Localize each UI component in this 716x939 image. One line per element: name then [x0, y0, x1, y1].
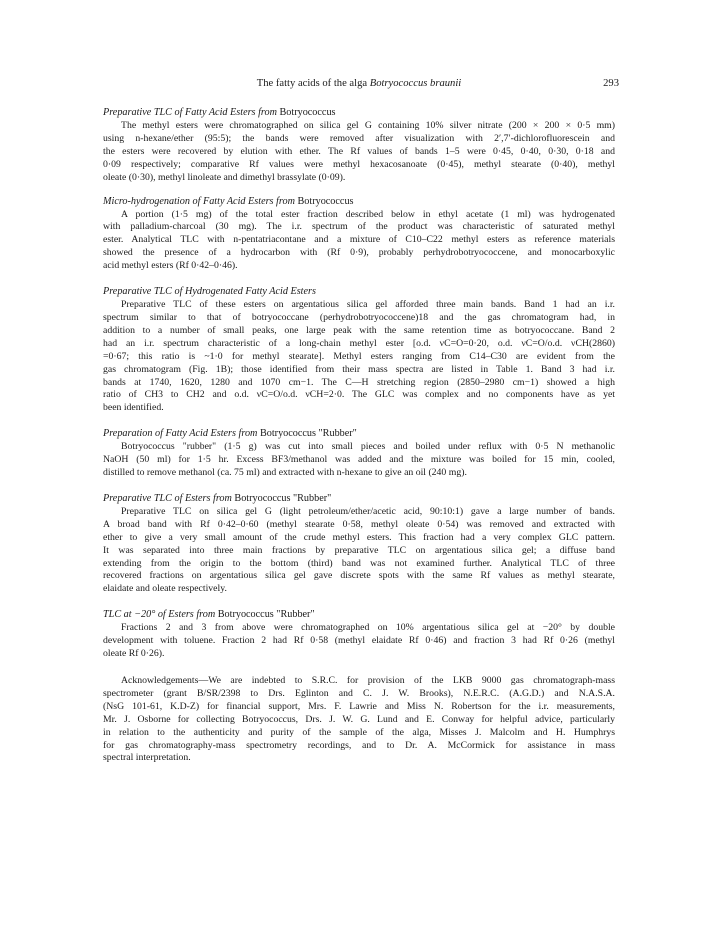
heading-upright: Botryococcus [279, 107, 336, 118]
running-title [103, 78, 615, 89]
paragraph-line: the esters were recovered by elution with ether. The Rf values of bands 1–5 were 0·45, 0·40, 0·30, 0·18 and [103, 145, 615, 157]
page-number: 293 [603, 78, 619, 89]
paragraph-line: oleate Rf 0·26). [103, 648, 165, 660]
section-heading [103, 106, 615, 119]
section-tlc-fatty-acid-esters [103, 106, 615, 185]
paragraph-line: Preparative TLC of these esters on argentatious silica gel afforded three main bands. Band 1 had an i.r. [121, 299, 615, 311]
paragraph-line: It was separated into three main fractions by preparative TLC on argentatious silica gel; a diffuse band [103, 544, 615, 556]
paragraph-line: Acknowledgements—We are indebted to S.R.C. for provision of the LKB 9000 gas chromatograph-mass [121, 675, 615, 686]
heading-upright: Botryococcus "Rubber" [217, 609, 315, 621]
paragraph-line: spectrometer (grant B/SR/2398 to Drs. Eglinton and C. J. W. Brooks), N.E.R.C. (A.G.D.) and N.A.S.A. [103, 687, 615, 699]
running-head [103, 78, 619, 96]
paragraph-line: Fractions 2 and 3 from above were chromatographed on 10% argentatious silica gel at −20° by double [121, 622, 615, 634]
paragraph-line: spectrum similar to that of botryococcane (perhydrobotryococcene)18 and the gas chromatogram had, in [103, 311, 615, 323]
paragraph-line: Preparative TLC on silica gel G (light petroleum/ether/acetic acid, 90:10:1) gave a large number of bands. [121, 505, 615, 517]
page-body [103, 78, 619, 765]
paragraph-line: oleate (0·30), methyl linoleate and dimethyl brassylate (0·09). [103, 171, 346, 183]
section-heading [103, 492, 615, 505]
heading-italic: TLC at −20° of Esters from [103, 609, 218, 621]
heading-italic: Preparation of Fatty Acid Esters from [103, 428, 260, 440]
heading-italic: Micro-hydrogenation of Fatty Acid Esters from [103, 195, 298, 207]
paragraph [103, 622, 615, 661]
section-heading [103, 195, 615, 208]
paragraph-line: with palladium-charcoal (30 mg). The i.r. spectrum of the product was characteristic of saturated methyl [103, 221, 615, 233]
paragraph [103, 120, 615, 185]
heading-italic: Preparative TLC of Hydrogenated Fatty Acid Esters [103, 286, 316, 298]
paragraph [103, 209, 615, 274]
paragraph-line: Mr. J. Osborne for collecting Botryococcus, Drs. J. W. G. Lund and E. Conway for helpful advice, particularly [103, 713, 615, 725]
paragraph-line: distilled to remove methanol (ca. 75 ml) and extracted with n-hexane to give an oil (240 mg). [103, 467, 467, 479]
heading-upright: Botryococcus "Rubber" [234, 492, 332, 504]
paragraph-line: ether to give a very small amount of the crude methyl esters. This fraction had a very complex GLC pattern. [103, 531, 615, 543]
paragraph-line: had an i.r. spectrum characteristic of a long-chain methyl ester [o.d. νC=O=0·20, o.d. νC=O/o.d. νCH(2860) [103, 337, 615, 349]
paragraph-line: A portion (1·5 mg) of the total ester fraction described below in ethyl acetate (1 ml) was hydrogenated [121, 208, 615, 220]
section-tlc-rubber-esters [103, 492, 615, 596]
section-heading [103, 608, 615, 621]
paragraph [103, 299, 615, 415]
paragraph-line: in relation to the authenticity and purity of the sample of the alga, Misses J. Malcolm and H. Humphrys [103, 726, 615, 738]
paragraph-line: =0·67; this ratio is ~1·0 for methyl stearate]. Methyl esters ranging from C14–C30 are evident from the [103, 350, 615, 362]
paragraph-line: ratio of CH3 to CH2 and o.d. νC=O/o.d. νCH=2·0. The GLC was complex and no components have as yet [103, 389, 615, 401]
section-heading [103, 285, 615, 298]
paragraph-line: showed the presence of a hydrocarbon with (Rf 0·9), probably perhydrobotryococcene, and monocarboxylic [103, 247, 615, 259]
section-tlc-minus-20 [103, 608, 615, 661]
paragraph-line: (NsG 101-61, K.D-Z) for financial support, Mrs. F. Lawrie and Miss N. Robertson for the i.r. measurements, [103, 700, 615, 712]
paragraph-line: NaOH (50 ml) for 1·5 hr. Excess BF3/methanol was added and the mixture was boiled for 15 min, cooled, [103, 454, 615, 466]
paragraph-line: been identified. [103, 402, 164, 414]
paragraph-line: elaidate and oleate respectively. [103, 583, 227, 595]
paragraph-line: spectral interpretation. [103, 752, 191, 764]
paragraph-line: extending from the origin to the bottom (third) band was not examined further. Analytical TLC of three [103, 557, 615, 569]
paragraph-line: 0·09 respectively; comparative Rf values were methyl hexacosanoate (0·45), methyl stearate (0·40), methyl [103, 158, 615, 170]
paragraph-line: development with toluene. Fraction 2 had Rf 0·58 (methyl elaidate Rf 0·46) and fraction 3 had Rf 0·26 (methyl [103, 635, 615, 647]
heading-italic: Preparative TLC of Esters from [103, 492, 235, 504]
paragraph-line: acid methyl esters (Rf 0·42–0·46). [103, 260, 238, 272]
paragraph [103, 675, 615, 765]
running-title-text: The fatty acids of the alga [256, 78, 370, 89]
section-heading [103, 427, 615, 440]
paragraph-line: Botryococcus "rubber" (1·5 g) was cut into small pieces and boiled under reflux with 0·5 N methanolic [121, 441, 615, 453]
heading-italic: Preparative TLC of Fatty Acid Esters from [103, 107, 280, 118]
paragraph-line: ester. Analytical TLC with n-pentatriacontane and a mixture of C10–C22 methyl esters as reference materials [103, 234, 615, 246]
heading-upright: Botryococcus "Rubber" [259, 428, 357, 440]
section-micro-hydrogenation [103, 195, 615, 274]
paragraph [103, 441, 615, 480]
section-preparation-rubber [103, 427, 615, 480]
paragraph-line: recovered fractions on argentatious silica gel gave discrete spots with the same Rf values as methyl stearate, [103, 570, 615, 582]
paragraph-line: A broad band with Rf 0·42–0·60 (methyl stearate 0·58, methyl oleate 0·54) was removed and extracted with [103, 518, 615, 530]
heading-upright: Botryococcus [297, 195, 354, 207]
section-acknowledgements [103, 675, 615, 765]
running-title-species: Botryococcus braunii [369, 78, 462, 89]
paragraph [103, 506, 615, 596]
section-tlc-hydrogenated-esters [103, 285, 615, 415]
paragraph-line: bands at 1740, 1620, 1280 and 1070 cm−1. The C—H stretching region (2850–2980 cm−1) showed a high [103, 376, 615, 388]
paragraph-line: for gas chromatography-mass spectrometry recordings, and to Dr. A. McCormick for assistance in mass [103, 739, 615, 751]
paragraph-line: addition to a number of small peaks, one large peak with the same retention time as botryococcane. Band 2 [103, 324, 615, 336]
paragraph-line: using n-hexane/ether (95:5); the bands were removed after visualization with 2′,7′-dichlorofluorescein and [103, 132, 615, 144]
paragraph-line: The methyl esters were chromatographed on silica gel G containing 10% silver nitrate (200 × 200 × 0·5 mm) [121, 120, 615, 131]
paragraph-line: gas chromatogram (Fig. 1B); those identified from their mass spectra are listed in Table 1. Band 3 had i.r. [103, 363, 615, 375]
